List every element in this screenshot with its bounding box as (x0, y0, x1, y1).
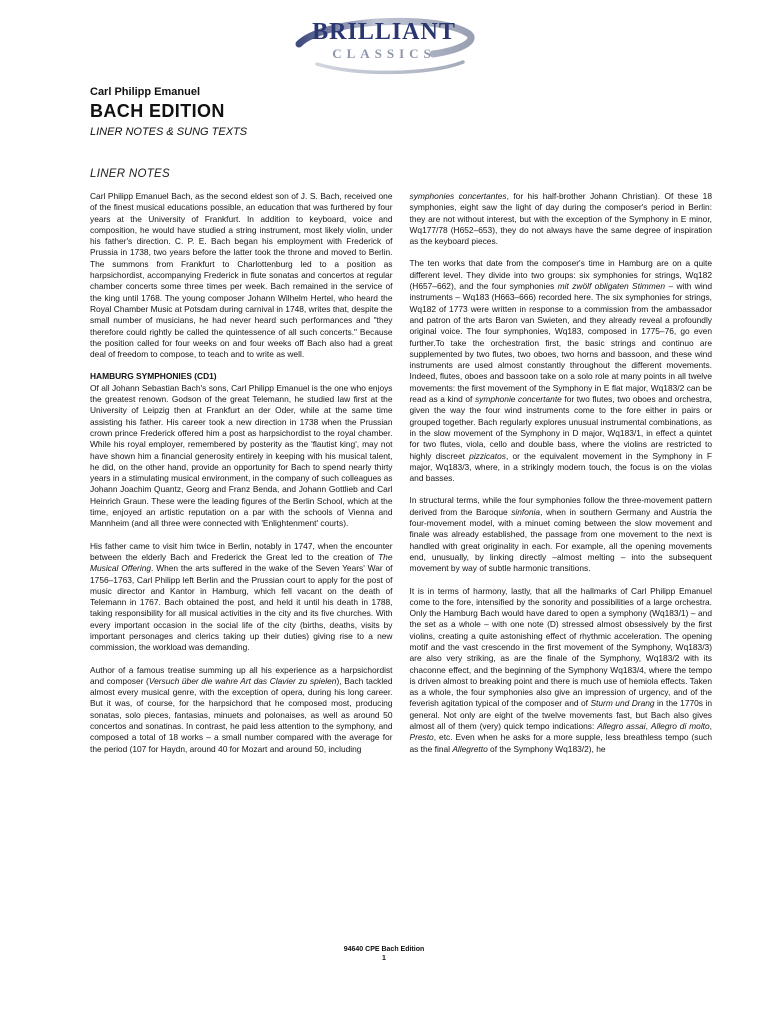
text-run: Author of a famous treatise summing up all his experience as a harpsichordist and composer ( (90, 664, 393, 686)
text-run: , or the equivalent movement in the Symphony in F major, Wq183/3, where, in a strikingly modern touch, the focus is on the violas and basses. (409, 450, 712, 484)
page-footer (0, 945, 768, 963)
italic-text-run: symphonie concertante (474, 394, 562, 405)
text-run: The ten works that date from the composer's time in Hamburg are on a quite different level. They divide into two groups: six symphonies for strings, Wq182 (H657–662), and the four symphonies (409, 258, 712, 292)
text-run: In structural terms, while the four symphonies follow the three-movement pattern derived from the Baroque (409, 495, 712, 517)
text-run: HAMBURG SYMPHONIES (CD1) (90, 371, 217, 382)
italic-text-run: sinfonia (511, 506, 541, 517)
text-run: for two flutes, two oboes and orchestra, given the way the four wind instruments come to the fore either in pairs or grouped together. Bach regularly explores unusual instrumental combinations, as in the slow movement of the Symphony in D major, Wq183/1, in effect a quintet for two flutes, viola, cello and double bass, where the violins are restricted to highly discreet (409, 394, 713, 461)
text-column-right (410, 191, 713, 766)
italic-text-run: Allegro di molto (650, 721, 710, 732)
text-run: Carl Philipp Emanuel Bach, as the second eldest son of J. S. Bach, received one of the finest musical educations possible, an education that was furthered by four years at the University of Frankfurt. In addition to keyboard, voice and composition, he would have studied a string instrument, most likely violin, under his father's direction. C. P. E. Bach began his employment with Frederick of Prussia in 1738, two years before the latter took the throne and moved to Berlin. The summons from Frankfurt to Charlottenburg led to a position as harpsichordist, accompanying Frederick in flute sonatas and concertos at regular chamber concerts some three times per week. Bach remained in the service of the king until 1768. The young composer Johann Wilhelm Hertel, who heard the Royal Chamber Music at Potsdam during carnival in 1748, writes that, despite the small number of musicians, he had never heard such performances and "they therefore could rightly be called the quintessence of all such concerts." Because the position called for four weeks on and four weeks off Bach also had a great deal of freedom to compose, to teach and to write as well. (90, 191, 393, 360)
edition-label: 94640 CPE Bach Edition (343, 946, 425, 953)
italic-text-run: Presto (409, 732, 434, 743)
body-paragraph (410, 258, 713, 484)
logo (279, 20, 489, 78)
document-header (90, 86, 590, 138)
body-paragraph (410, 586, 713, 755)
logo-brand-name: BRILLIANT (312, 19, 456, 45)
brilliant-classics-logo (0, 20, 768, 78)
text-run: ), Bach tackled almost every musical genre, with the exception of opera, during his long career. But it was, of course, for the harpsichord that he composed most, producing sonatas, solo pieces, fantasias, minuets and polonaises, as well as around 50 concertos and sonatinas. In contrast, he paid less attention to the symphony, and composed a total of 18 works – a small number compared with the average for the period (107 for Haydn, around 40 for Mozart and around 50, including (90, 675, 393, 754)
text-run: – with wind instruments – Wq183 (H663–666) recorded here. The six symphonies for strings, Wq182 of 1773 were written in response to a commission from the ambassador and patron of the arts Baron van Swieten, and they already reveal a profoundly original voice. The four symphonies, Wq183, composed in 1775–76, go even further.To take the orchestration first, the basic strings and continuo are supplemented by two flutes, two oboes, two horns and bassoon, and these wind instruments are used almost constantly throughout the different movements. Indeed, flutes, oboes and bassoon take on a solo role at many points in all twelve movements: the first movement of the Symphony in E flat major, Wq183/2 can be read as a kind of (409, 281, 712, 405)
body-paragraph (90, 541, 393, 654)
text-run: Of all Johann Sebastian Bach's sons, Carl Philipp Emanuel is the one who enjoys the greatest renown. Godson of the great Telemann, he studied law first at the University of Leipzig then at Frankfurt an der Oder, while at the same time assisting his father. His career took a new direction in 1738 when the Prussian crown prince Frederick offered him a post as harpsichordist to the royal chamber. While his royal employer, remembered by posterity as the 'flautist king', may not have shown him a financial generosity entirely in keeping with his musical talent, he did, on the other hand, provide an opportunity for Bach to spend nearly thirty years in a stimulating musical environment, in the company of such colleagues as Johann Joachim Quantz, Georg and Franz Benda, and Johann Gottlieb and Carl Heinrich Graun. These were the leading figures of the Berlin School, which at the time, enjoyed an artistic reputation on a par with the schools of Vienna and Mannheim (and all three were connected with 'Enlightenment' courts). (90, 382, 393, 529)
italic-text-run: Allegro assai (597, 721, 646, 732)
text-run: , for his half-brother Johann Christian). Of these 18 symphonies, eight saw the light of day during the composer's period in Berlin: they are not without interest, but with the exception of the Symphony in E minor, Wq177/78 (H652–653), they do not always have the same degree of inspiration as the keyboard pieces. (409, 191, 712, 247)
italic-text-run: The Musical Offering (90, 551, 393, 574)
text-run: . When the arts suffered in the wake of the Seven Years' War of 1756–1763, Carl Philipp left Berlin and the Prussian court to apply for the post of music director and Kantor in Hamburg, which fell vacant on the death of Telemann in 1767. Bach obtained the post, and held it until his death in 1788, taking responsibility for all musical activities in the city and its five churches. With every important occasion in the social life of the city (births, deaths, visits by important personages and clerics taking up their duties) giving rise to a new commission, the workload was demanding. (90, 563, 393, 653)
body-paragraph (410, 495, 713, 574)
body-paragraph (410, 191, 713, 247)
text-run: , (709, 721, 712, 732)
italic-text-run: Sturm und Drang (590, 698, 655, 709)
italic-text-run: pizzicatos (469, 450, 506, 461)
text-run: of the Symphony Wq183/2), he (487, 743, 606, 754)
body-paragraph (90, 191, 393, 360)
text-run: , etc. Even when he asks for a more supple, less breathless tempo (such as the final (409, 732, 712, 754)
logo-brand-subname: CLASSICS (332, 46, 436, 62)
text-run: , when in southern Germany and Austria the four-movement model, with a minuet coming between the slow movement and finale was already established, the passage from one movement to the next is handled with great originality in each. For example, all the opening movements end, unusually, by linking directly –almost melting – into the subsequent movement by way of subtle harmonic transitions. (409, 506, 712, 574)
document-subtitle: LINER NOTES & SUNG TEXTS (90, 126, 248, 138)
text-run: His father came to visit him twice in Berlin, notably in 1747, when the encounter between the elderly Bach and Frederick the Great led to the creation of (90, 540, 393, 562)
body-paragraph (90, 665, 393, 755)
composer-name: Carl Philipp Emanuel (90, 86, 201, 98)
italic-text-run: mit zwölf obligaten Stimmen (557, 281, 666, 292)
liner-notes-body (90, 191, 712, 766)
text-column-left (90, 191, 393, 766)
text-run: It is in terms of harmony, lastly, that all the hallmarks of Carl Philipp Emanuel come to the fore, intensified by the sonority and possibilities of a large orchestra. Only the Hamburg Bach would have dared to open a symphony (Wq183/1) – and the set as a whole – with one note (D) stressed almost obsessively by the first violins, creating a quite astonishing effect of rhythmic acceleration. The opening motif and the vast crescendo in the first movement of the Symphony, Wq183/3) are also very striking, as are the finale of the Symphony, Wq183/2 with its chaconne effect, and the beginning of the Symphony Wq183/4, where the tempo is driven almost to breaking point and there is much use of hemiola effects. Taken as a whole, the four symphonies also give an impression of urgency, and of the feverish agitation typical of the composer and of (409, 585, 712, 709)
document-title: BACH EDITION (90, 101, 225, 121)
body-paragraph (90, 383, 393, 530)
cd-section-subheading (90, 371, 393, 382)
italic-text-run: symphonies concertantes (409, 191, 507, 201)
page-number: 1 (382, 955, 386, 962)
italic-text-run: Allegretto (452, 743, 488, 754)
text-run: , (645, 721, 651, 732)
section-heading: LINER NOTES (90, 168, 170, 180)
italic-text-run: Versuch über die wahre Art das Clavier zu spielen (148, 675, 337, 686)
text-run: in the 1770s in general. Not only are eight of the twelve movements fast, but Bach also gives almost all of them (very) quick tempo indications: (409, 698, 712, 732)
